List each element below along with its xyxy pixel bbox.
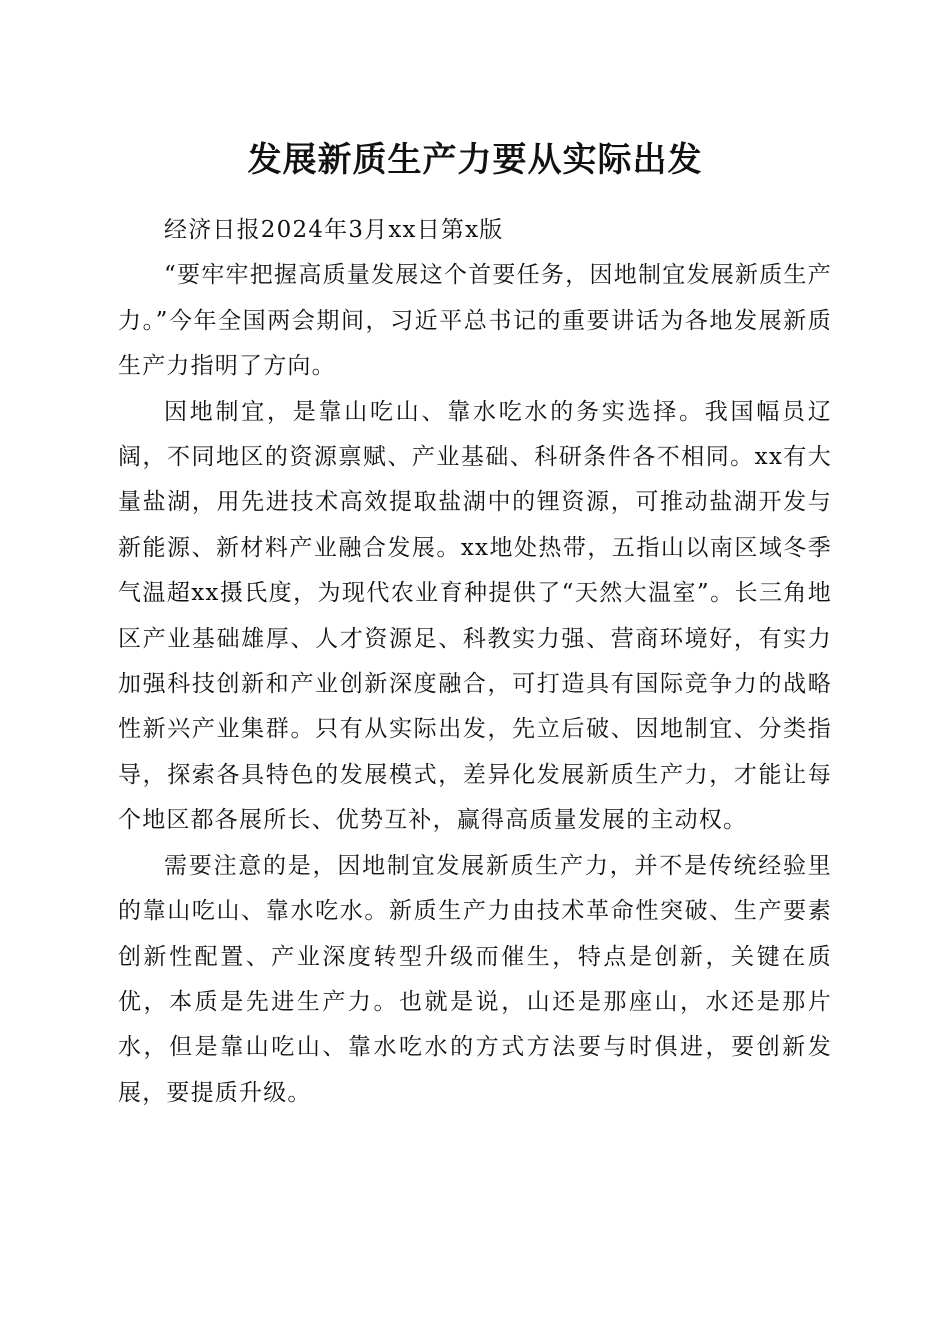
paragraph: 因地制宜，是靠山吃山、靠水吃水的务实选择。我国幅员辽阔，不同地区的资源禀赋、产业基础、科研条件各不相同。xx有大量盐湖，用先进技术高效提取盐湖中的锂资源，可推动盐湖开发与新能源、新材料产业融合发展。xx地处热带，五指山以南区域冬季气温超xx摄氏度，为现代农业育种提供了“天然大温室”。长三角地区产业基础雄厚、人才资源足、科教实力强、营商环境好，有实力加强科技创新和产业创新深度融合，可打造具有国际竞争力的战略性新兴产业集群。只有从实际出发，先立后破、因地制宜、分类指导，探索各具特色的发展模式，差异化发展新质生产力，才能让每个地区都各展所长、优势互补，赢得高质量发展的主动权。	[118, 398, 832, 834]
source-line: 经济日报2024年3月xx日第x版	[164, 217, 504, 243]
document-body	[118, 208, 832, 1116]
paragraph: “要牢牢把握高质量发展这个首要任务，因地制宜发展新质生产力。”今年全国两会期间，习近平总书记的重要讲话为各地发展新质生产力指明了方向。	[118, 262, 832, 380]
paragraph: 需要注意的是，因地制宜发展新质生产力，并不是传统经验里的靠山吃山、靠水吃水。新质生产力由技术革命性突破、生产要素创新性配置、产业深度转型升级而催生，特点是创新，关键在质优，本质是先进生产力。也就是说，山还是那座山，水还是那片水，但是靠山吃山、靠水吃水的方式方法要与时俱进，要创新发展，要提质升级。	[118, 852, 832, 1106]
document-title: 发展新质生产力要从实际出发	[247, 140, 703, 180]
